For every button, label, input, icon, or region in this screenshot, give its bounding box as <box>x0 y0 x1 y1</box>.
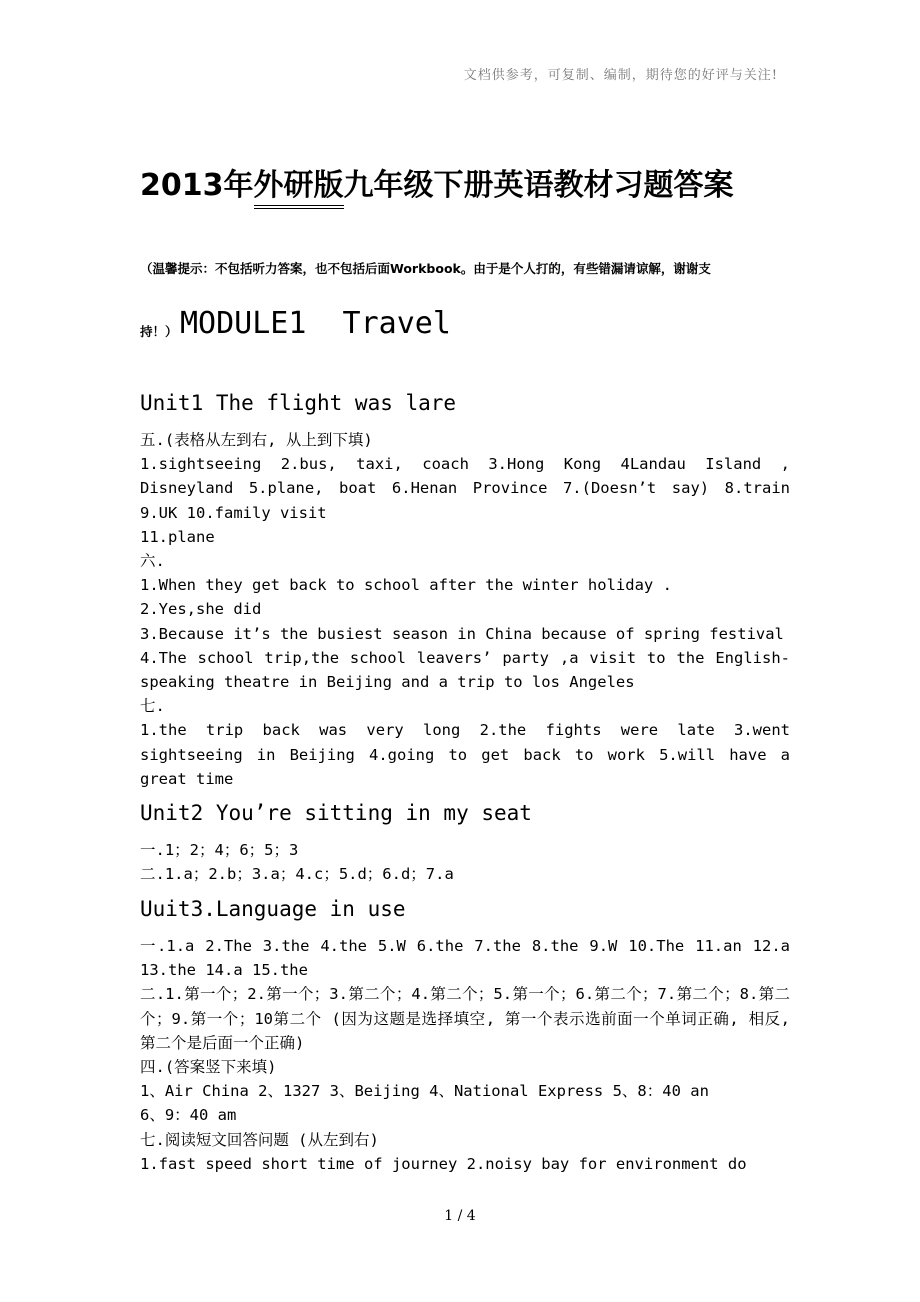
unit1-line: 3.Because it’s the busiest season in China because of spring festival <box>140 624 784 643</box>
unit3-title: Uuit3.Language in use <box>140 897 406 921</box>
unit1-line: 11.plane <box>140 527 215 546</box>
title-underlined: 外研版 <box>254 168 344 209</box>
unit3-line: 1、Air China 2、1327 3、Beijing 4、National Express 5、8：40 an <box>140 1082 709 1101</box>
unit1-line: 1.When they get back to school after the winter holiday . <box>140 576 672 595</box>
unit1-title: Unit1 The flight was lare <box>140 391 457 415</box>
unit1-line: 六. <box>140 552 165 571</box>
page-number: 1 / 4 <box>444 1208 476 1224</box>
unit2-line: 二.1.a；2.b；3.a；4.c；5.d；6.d；7.a <box>140 865 454 884</box>
unit2-title: Unit2 You’re sitting in my seat <box>140 801 532 825</box>
unit1-line: 2.Yes,she did <box>140 600 262 619</box>
page-title <box>140 160 734 204</box>
unit3-line: 一.1.a 2.The 3.the 4.the 5.W 6.the 7.the 8.the 9.W 10.The 11.an 12.a 13.the 14.a 15.the <box>140 937 790 980</box>
module-title: MODULE1 Travel <box>180 306 451 341</box>
unit2-line: 一.1；2；4；6；5；3 <box>140 841 299 859</box>
tip-line-2: 持！） <box>140 324 178 339</box>
unit1-body <box>140 428 790 791</box>
unit1-line: 1.the trip back was very long 2.the fights were late 3.went sightseeing in Beijing 4.going to get back to work 5.will have a great time <box>140 721 790 788</box>
title-suffix: 九年级下册英语教材习题答案 <box>343 168 734 203</box>
title-prefix: 2013年 <box>140 168 254 203</box>
unit1-line: 五.(表格从左到右, 从上到下填) <box>140 431 373 449</box>
unit3-line: 1.fast speed short time of journey 2.noisy bay for environment do <box>140 1154 747 1173</box>
unit3-line: 四.(答案竖下来填) <box>140 1058 277 1077</box>
unit2-body <box>140 838 790 886</box>
tip-line-1: （温馨提示：不包括听力答案，也不包括后面Workbook。由于是个人打的，有些错漏请谅解，谢谢支 <box>140 261 711 276</box>
unit1-line: 1.sightseeing 2.bus, taxi, coach 3.Hong Kong 4Landau Island , Disneyland 5.plane, boat 6.Henan Province 7.(Doesn’t say) 8.train 9.UK 10.family visit <box>140 455 790 522</box>
unit3-line: 6、9：40 am <box>140 1106 237 1125</box>
unit1-line: 七. <box>140 697 165 716</box>
header-note: 文档供参考，可复制、编制，期待您的好评与关注! <box>463 68 778 83</box>
unit3-line: 七.阅读短文回答问题 (从左到右) <box>140 1130 379 1149</box>
unit1-line: 4.The school trip,the school leavers’ party ,a visit to the English-speaking theatre in Beijing and a trip to los Angeles <box>140 648 790 692</box>
unit3-body <box>140 934 790 1176</box>
unit3-line: 二.1.第一个；2.第一个；3.第二个；4.第二个；5.第一个；6.第二个；7.第二个；8.第二个；9.第一个；10第二个 (因为这题是选择填空, 第一个表示选前面一个单词正确, 相反, 第二个是后面一个正确) <box>140 985 790 1052</box>
